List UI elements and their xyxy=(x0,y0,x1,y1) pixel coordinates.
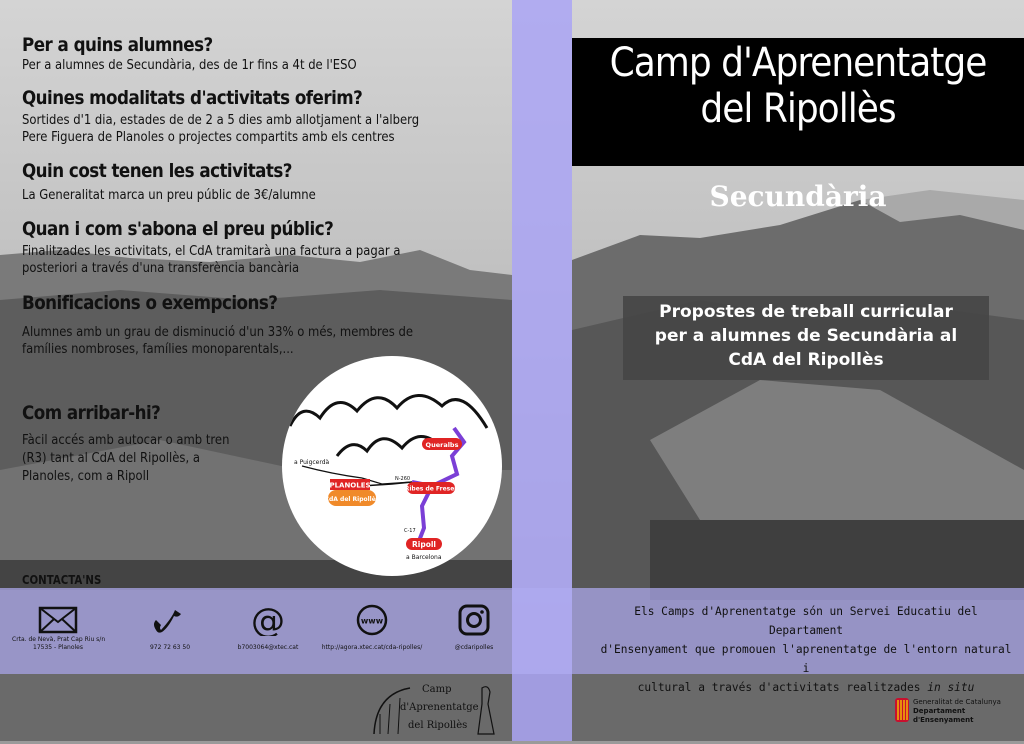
svg-text:www: www xyxy=(360,616,384,626)
map-label-planoles: PLANOLES xyxy=(329,481,371,490)
contact-address-line: Crta. de Nevà, Prat Cap Riu s/n xyxy=(12,636,106,643)
envelope-icon[interactable] xyxy=(38,604,78,636)
phone-icon[interactable] xyxy=(148,604,188,636)
route-map xyxy=(282,356,502,576)
section-text: Finalitzades les activitats, el CdA tramitarà una factura a pagar a xyxy=(22,243,401,259)
section-text: La Generalitat marca un preu públic de 3€/alumne xyxy=(22,187,316,203)
gencat-text: Generalitat de Catalunya xyxy=(913,698,1001,706)
page-title xyxy=(572,40,1024,132)
description-text: cultural a través d'activitats realitzades xyxy=(637,681,928,694)
contact-address xyxy=(12,636,104,652)
section-text: famílies nombroses, famílies monoparentals,... xyxy=(22,341,294,357)
section-text: Planoles, com a Ripoll xyxy=(22,468,150,484)
section-text: Pere Figuera de Planoles o projectes compartits amb els centres xyxy=(22,129,395,145)
contact-phone[interactable]: 972 72 63 50 xyxy=(149,644,191,651)
map-label-puigcerda: a Puigcerdà xyxy=(294,459,330,466)
logo-text: del Ripollès xyxy=(408,720,468,731)
map-label-queralbs: Queralbs xyxy=(425,441,459,449)
title-line: del Ripollès xyxy=(700,86,896,132)
section-heading: Quan i com s'abona el preu públic? xyxy=(22,218,334,240)
description-line: Els Camps d'Aprenentatge són un Servei Educatiu del Departament xyxy=(634,605,978,637)
section-text: Per a alumnes de Secundària, des de 1r fins a 4t de l'ESO xyxy=(22,57,357,73)
section-text: Fàcil accés amb autocar o amb tren xyxy=(22,432,230,448)
section-text: Alumnes amb un grau de disminució d'un 33% o més, membres de xyxy=(22,324,413,340)
proposal-line: Propostes de treball curricular xyxy=(659,302,953,322)
route-map-drawing xyxy=(282,356,502,576)
section-heading: Com arribar-hi? xyxy=(22,402,161,424)
section-text: posteriori a través d'una transferència bancària xyxy=(22,260,300,276)
section-heading: Quines modalitats d'activitats oferim? xyxy=(22,87,363,109)
rail-route-line xyxy=(417,486,432,546)
title-line: Camp d'Aprenentatge xyxy=(609,40,987,86)
contact-instagram[interactable]: @cdaripolles xyxy=(454,644,494,651)
at-icon[interactable] xyxy=(248,604,288,636)
section-heading: Per a quins alumnes? xyxy=(22,34,213,56)
section-text: Sortides d'1 dia, estades de de 2 a 5 dies amb allotjament a l'alberg xyxy=(22,112,420,128)
subtitle: Secundària xyxy=(709,180,887,213)
road-line xyxy=(302,466,362,478)
cda-logo xyxy=(370,674,500,740)
description-emphasis: in situ xyxy=(927,681,975,694)
map-label-n260: N-260 xyxy=(395,476,411,482)
map-label-barcelona: a Barcelona xyxy=(406,554,442,561)
map-label-ripoll: Ripoll xyxy=(411,540,437,549)
gencat-logo xyxy=(895,695,1020,731)
contact-address-line: 17535 - Planoles xyxy=(33,644,83,651)
map-label-c17: C-17 xyxy=(404,528,416,534)
section-text: (R3) tant al CdA del Ripollès, a xyxy=(22,450,200,466)
proposal-line: per a alumnes de Secundària al xyxy=(654,326,958,346)
www-icon[interactable] xyxy=(352,604,392,636)
proposal-line: CdA del Ripollès xyxy=(728,350,884,370)
contact-email[interactable]: b7003064@xtec.cat xyxy=(237,644,299,651)
description-line: d'Ensenyament que promouen l'aprenentatge de l'entorn natural i xyxy=(600,643,1012,675)
contact-website[interactable]: http://agora.xtec.cat/cda-ripolles/ xyxy=(321,644,423,651)
proposal-text xyxy=(623,300,989,372)
logo-text: Camp xyxy=(422,684,452,695)
description xyxy=(600,602,1012,697)
map-label-cda: CdA del Ripollès xyxy=(324,496,380,503)
gencat-text: d'Ensenyament xyxy=(913,716,974,724)
section-heading: Bonificacions o exempcions? xyxy=(22,292,278,314)
section-heading: Quin cost tenen les activitats? xyxy=(22,160,292,182)
svg-text:@: @ xyxy=(251,604,285,636)
instagram-icon[interactable] xyxy=(454,604,494,636)
gencat-text: Departament xyxy=(913,707,966,715)
logo-text: d'Aprenentatge xyxy=(400,702,479,713)
contact-heading: CONTACTA'NS xyxy=(22,573,102,587)
map-label-ribes: Ribes de Freser xyxy=(404,485,458,493)
